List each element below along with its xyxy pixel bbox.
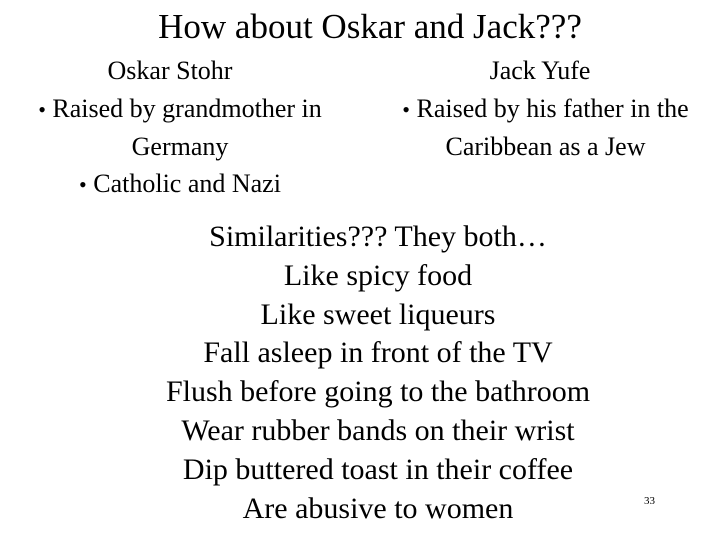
slide-title: How about Oskar and Jack???: [158, 7, 582, 46]
similarity-item: Are abusive to women: [242, 491, 514, 525]
jack-heading: Jack Yufe: [489, 56, 591, 85]
bullet-text: Raised by his father in the Caribbean as a Jew: [416, 94, 689, 161]
oskar-heading: Oskar Stohr: [107, 56, 233, 85]
similarity-item: Fall asleep in front of the TV: [203, 336, 553, 370]
bullet-dot: •: [402, 97, 410, 122]
bullet-text: Raised by grandmother in Germany: [52, 94, 322, 161]
similarities-heading: Similarities??? They both…: [209, 220, 547, 253]
bullet-text: Catholic and Nazi: [93, 169, 281, 198]
oskar-bullet-2: [55, 165, 305, 203]
similarities-list: [140, 218, 616, 528]
similarity-item: Wear rubber bands on their wrist: [181, 413, 575, 447]
bullet-dot: •: [79, 172, 87, 197]
oskar-bullet-1: [15, 90, 345, 165]
bullet-dot: •: [38, 97, 46, 122]
similarity-item: Like spicy food: [283, 258, 473, 292]
similarity-item: Like sweet liqueurs: [260, 297, 496, 331]
page-number: 33: [644, 495, 655, 507]
similarity-item: Flush before going to the bathroom: [165, 375, 591, 409]
similarity-item: Dip buttered toast in their coffee: [182, 452, 574, 486]
jack-bullet-1: [378, 90, 713, 165]
